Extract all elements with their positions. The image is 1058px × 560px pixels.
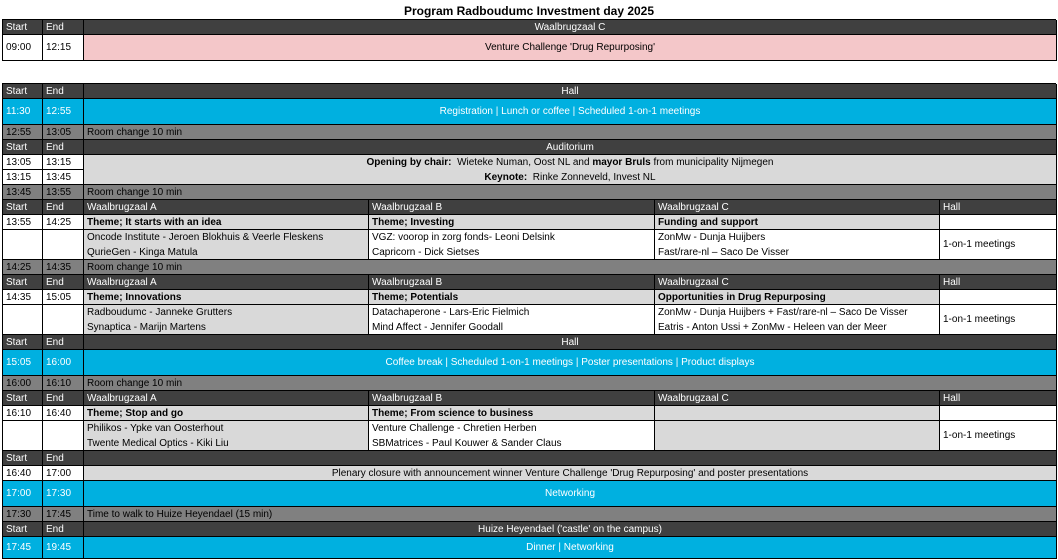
end-header: End	[43, 200, 84, 215]
hall-meetings: 1-on-1 meetings	[940, 230, 1057, 260]
end-header: End	[43, 20, 84, 35]
venture-challenge-cell: Venture Challenge 'Drug Repurposing'	[84, 35, 1057, 61]
start-header: Start	[3, 20, 43, 35]
start-time: 16:00	[3, 376, 43, 391]
opening-text: Wieteke Numan, Oost NL and	[457, 156, 590, 168]
start-header: Start	[3, 335, 43, 350]
keynote-label: Keynote:	[484, 171, 528, 183]
empty-end	[43, 230, 84, 260]
coffee-row	[2, 350, 1056, 376]
header-row	[2, 391, 1056, 406]
end-header: End	[43, 451, 84, 466]
start-header: Start	[3, 391, 43, 406]
coffee-cell: Coffee break | Scheduled 1-on-1 meetings | Poster presentations | Product displays	[84, 350, 1057, 376]
hall-header: Hall	[940, 391, 1057, 406]
room-header: Huize Heyendael ('castle' on the campus)	[84, 522, 1057, 537]
start-time: 15:05	[3, 350, 43, 376]
room-c-header: Waalbrugzaal C	[655, 275, 940, 290]
speaker: Twente Medical Optics - Kiki Liu	[87, 437, 229, 449]
start-time: 12:55	[3, 125, 43, 140]
room-header: Hall	[84, 335, 1057, 350]
header-row	[2, 451, 1056, 466]
speakers-row	[2, 305, 1056, 335]
theme-c: Opportunities in Drug Repurposing	[655, 290, 940, 305]
room-c-header: Waalbrugzaal C	[655, 200, 940, 215]
header-row	[2, 140, 1056, 155]
hall-header: Hall	[940, 200, 1057, 215]
room-change-row	[2, 376, 1056, 391]
start-time: 17:45	[3, 537, 43, 559]
room-change-cell: Room change 10 min	[84, 125, 1057, 140]
room-header: Waalbrugzaal C	[84, 20, 1057, 35]
hall-meetings: 1-on-1 meetings	[940, 421, 1057, 451]
room-header: Hall	[84, 84, 1057, 99]
empty-end	[43, 305, 84, 335]
hall-theme-empty	[940, 290, 1057, 305]
theme-a: Theme; It starts with an idea	[84, 215, 369, 230]
theme-row	[2, 215, 1056, 230]
end-time: 17:30	[43, 481, 84, 507]
dinner-cell: Dinner | Networking	[84, 537, 1057, 559]
header-row	[2, 19, 1056, 35]
end-header: End	[43, 391, 84, 406]
room-a-header: Waalbrugzaal A	[84, 275, 369, 290]
networking-cell: Networking	[84, 481, 1057, 507]
theme-a: Theme; Innovations	[84, 290, 369, 305]
start-time: 17:00	[3, 481, 43, 507]
keynote-text: Rinke Zonneveld, Invest NL	[532, 171, 656, 183]
end-time: 12:55	[43, 99, 84, 125]
speakers-b	[369, 421, 655, 451]
theme-a: Theme; Stop and go	[84, 406, 369, 421]
room-change-cell: Room change 10 min	[84, 376, 1057, 391]
speaker: Radboudumc - Janneke Grutters	[87, 306, 233, 318]
theme-b: Theme; From science to business	[369, 406, 655, 421]
registration-cell: Registration | Lunch or coffee | Scheduled 1-on-1 meetings	[84, 99, 1057, 125]
opening-line	[366, 155, 773, 170]
start-header: Start	[3, 522, 43, 537]
end-header: End	[43, 140, 84, 155]
theme-c: Funding and support	[655, 215, 940, 230]
header-row	[2, 522, 1056, 537]
start-time: 09:00	[3, 35, 43, 61]
page-title: Program Radboudumc Investment day 2025	[403, 4, 655, 18]
registration-row	[2, 99, 1056, 125]
room-change-row	[2, 185, 1056, 200]
hall-theme-empty	[940, 215, 1057, 230]
dinner-row	[2, 537, 1056, 559]
end-time: 12:15	[43, 35, 84, 61]
schedule-table	[2, 19, 1056, 559]
header-row	[2, 335, 1056, 350]
speaker: Capricorn - Dick Sietses	[372, 246, 480, 258]
header-row	[2, 200, 1056, 215]
empty-start	[3, 230, 43, 260]
networking-row	[2, 481, 1056, 507]
opening-text-2: from municipality Nijmegen	[653, 156, 774, 168]
end-header: End	[43, 522, 84, 537]
start-header: Start	[3, 451, 43, 466]
start-time: 13:55	[3, 215, 43, 230]
start-time: 16:10	[3, 406, 43, 421]
speaker: QurieGen - Kinga Matula	[87, 246, 198, 258]
speaker: ZonMw - Dunja Huijbers	[658, 231, 766, 243]
speakers-a	[84, 230, 369, 260]
room-a-header: Waalbrugzaal A	[84, 391, 369, 406]
empty-start	[3, 305, 43, 335]
end-time: 17:45	[43, 507, 84, 522]
end-time: 13:15	[43, 155, 84, 170]
speakers-a	[84, 421, 369, 451]
end-time: 13:45	[43, 170, 84, 185]
opening-label: Opening by chair:	[366, 156, 452, 168]
end-time: 16:40	[43, 406, 84, 421]
speaker: Mind Affect - Jennifer Goodall	[372, 321, 503, 333]
auditorium-block	[2, 155, 1056, 185]
speakers-row	[2, 230, 1056, 260]
end-time: 13:55	[43, 185, 84, 200]
start-time: 13:05	[3, 155, 43, 170]
empty-start	[3, 421, 43, 451]
hall-theme-empty	[940, 406, 1057, 421]
hall-meetings: 1-on-1 meetings	[940, 305, 1057, 335]
end-time: 15:05	[43, 290, 84, 305]
theme-c-empty	[655, 406, 940, 421]
speaker: Oncode Institute - Jeroen Blokhuis & Veerle Fleskens	[87, 231, 324, 243]
start-header: Start	[3, 84, 43, 99]
end-time: 14:35	[43, 260, 84, 275]
room-c-header: Waalbrugzaal C	[655, 391, 940, 406]
start-time: 13:15	[3, 170, 43, 185]
speaker: Venture Challenge - Chretien Herben	[372, 422, 537, 434]
mayor-label: mayor Bruls	[592, 156, 651, 168]
end-time: 14:25	[43, 215, 84, 230]
start-time: 13:45	[3, 185, 43, 200]
start-time: 16:40	[3, 466, 43, 481]
closure-cell: Plenary closure with announcement winner Venture Challenge 'Drug Repurposing' and poster presentations	[84, 466, 1057, 481]
speakers-c	[655, 230, 940, 260]
header-row	[2, 275, 1056, 290]
speaker: Philikos - Ypke van Oosterhout	[87, 422, 224, 434]
venture-row	[2, 35, 1056, 61]
speaker: Datachaperone - Lars-Eric Fielmich	[372, 306, 530, 318]
end-header: End	[43, 275, 84, 290]
walk-row	[2, 507, 1056, 522]
speaker: Eatris - Anton Ussi + ZonMw - Heleen van der Meer	[658, 321, 887, 333]
speakers-c	[655, 305, 940, 335]
room-b-header: Waalbrugzaal B	[369, 275, 655, 290]
start-time: 17:30	[3, 507, 43, 522]
start-time: 14:25	[3, 260, 43, 275]
walk-cell: Time to walk to Huize Heyendael (15 min)	[84, 507, 1057, 522]
speakers-c-empty	[655, 421, 940, 451]
speakers-b	[369, 305, 655, 335]
theme-row	[2, 290, 1056, 305]
speaker: Synaptica - Marijn Martens	[87, 321, 206, 333]
start-time: 11:30	[3, 99, 43, 125]
end-time: 13:05	[43, 125, 84, 140]
room-change-row	[2, 260, 1056, 275]
start-header: Start	[3, 140, 43, 155]
speaker: ZonMw - Dunja Huijbers + Fast/rare-nl – Saco De Visser	[658, 306, 908, 318]
keynote-line	[484, 170, 655, 185]
speakers-row	[2, 421, 1056, 451]
room-change-row	[2, 125, 1056, 140]
start-header: Start	[3, 200, 43, 215]
room-change-cell: Room change 10 min	[84, 185, 1057, 200]
speaker: VGZ: voorop in zorg fonds- Leoni Delsink	[372, 231, 555, 243]
room-change-cell: Room change 10 min	[84, 260, 1057, 275]
speakers-b	[369, 230, 655, 260]
start-time: 14:35	[3, 290, 43, 305]
speaker: Fast/rare-nl – Saco De Visser	[658, 246, 789, 258]
end-time: 19:45	[43, 537, 84, 559]
start-header: Start	[3, 275, 43, 290]
theme-row	[2, 406, 1056, 421]
room-header: Auditorium	[84, 140, 1057, 155]
speakers-a	[84, 305, 369, 335]
speaker: SBMatrices - Paul Kouwer & Sander Claus	[372, 437, 562, 449]
end-header: End	[43, 84, 84, 99]
room-b-header: Waalbrugzaal B	[369, 200, 655, 215]
end-header: End	[43, 335, 84, 350]
room-b-header: Waalbrugzaal B	[369, 391, 655, 406]
end-time: 17:00	[43, 466, 84, 481]
room-header-empty	[84, 451, 1057, 466]
hall-header: Hall	[940, 275, 1057, 290]
end-time: 16:00	[43, 350, 84, 376]
room-a-header: Waalbrugzaal A	[84, 200, 369, 215]
header-row	[2, 83, 1056, 99]
empty-end	[43, 421, 84, 451]
auditorium-cell	[84, 155, 1057, 185]
theme-b: Theme; Potentials	[369, 290, 655, 305]
theme-b: Theme; Investing	[369, 215, 655, 230]
closure-row	[2, 466, 1056, 481]
end-time: 16:10	[43, 376, 84, 391]
